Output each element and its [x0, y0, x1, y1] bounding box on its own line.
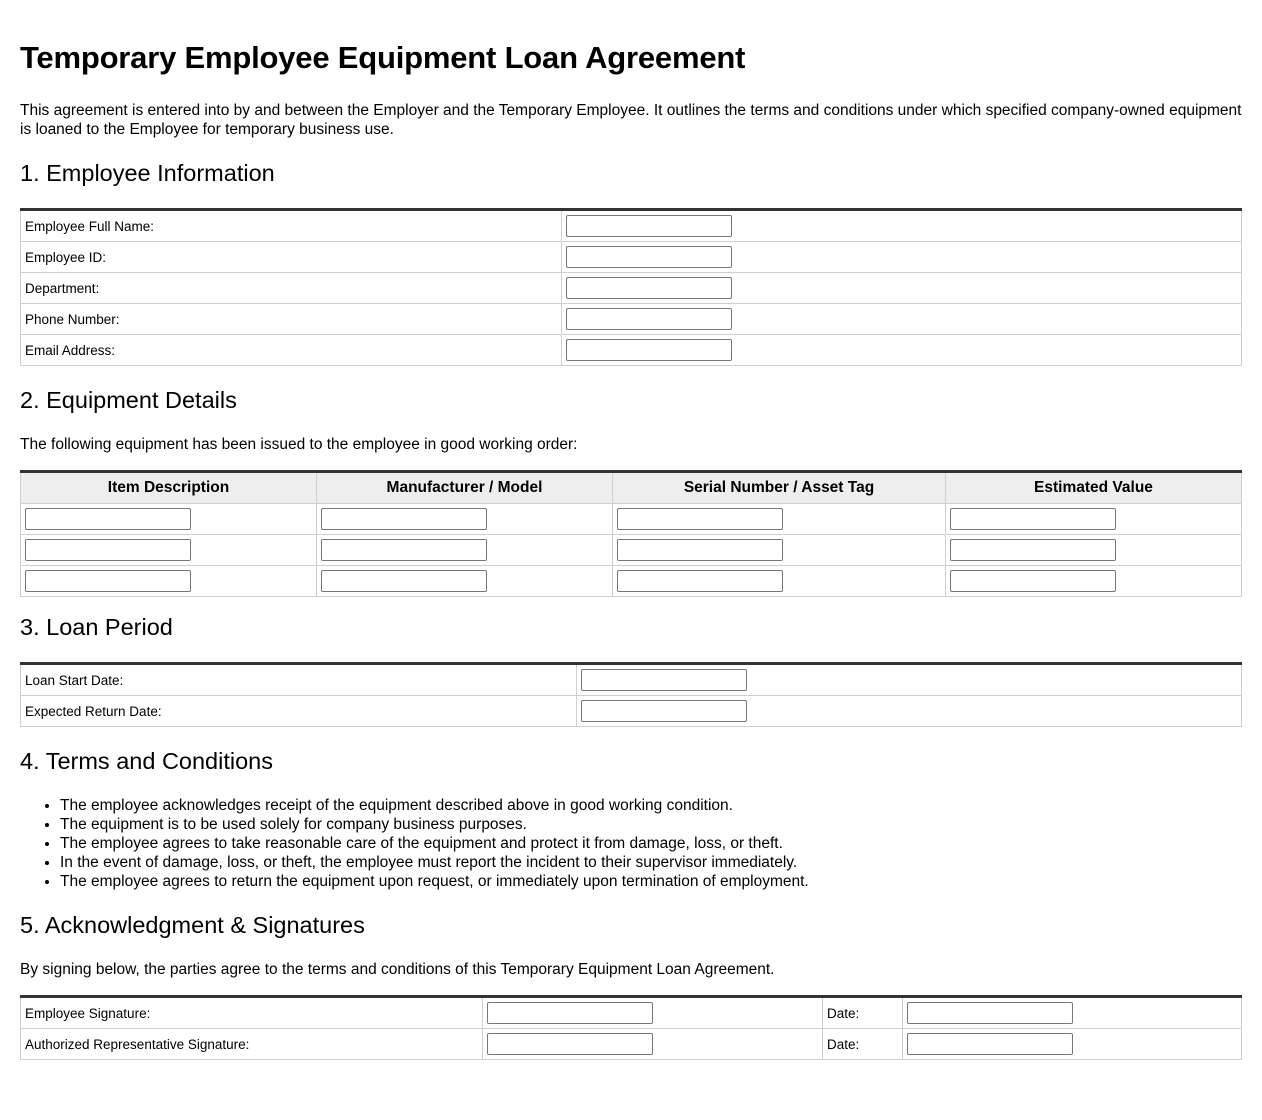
list-item: • The employee acknowledges receipt of the equipment described above in good working condition.: [60, 796, 809, 815]
section-heading-equipment-details: 2. Equipment Details: [20, 387, 237, 413]
field-label: Email Address:: [21, 335, 562, 366]
loan-period-table: [20, 662, 1242, 727]
table-row: [21, 304, 1242, 335]
section-heading-acknowledgment-signatures: 5. Acknowledgment & Signatures: [20, 912, 365, 938]
employee-signature-field[interactable]: [487, 1002, 653, 1024]
employee-id-field[interactable]: [566, 246, 732, 268]
table-row: [21, 273, 1242, 304]
table-row: [21, 504, 1242, 535]
section-heading-employee-information: 1. Employee Information: [20, 160, 275, 186]
item-description-input[interactable]: [25, 508, 191, 530]
table-row: [21, 696, 1242, 727]
intro-paragraph: This agreement is entered into by and between the Employer and the Temporary Employee. It outlines the terms and conditions under which specified company-owned equipment is loaned to the Employee for temporary business use.: [20, 102, 1242, 138]
table-row: [21, 664, 1242, 696]
column-header: Item Description: [21, 472, 317, 504]
table-row: [21, 1029, 1242, 1060]
page-title: Temporary Employee Equipment Loan Agreement: [20, 40, 746, 75]
expected-return-date-field[interactable]: [581, 700, 747, 722]
field-label: Employee Full Name:: [21, 210, 562, 242]
manufacturer-model-input[interactable]: [321, 508, 487, 530]
department-field[interactable]: [566, 277, 732, 299]
column-header: Estimated Value: [946, 472, 1242, 504]
equipment-description: The following equipment has been issued to the employee in good working order:: [20, 436, 578, 453]
signatures-description: By signing below, the parties agree to the terms and conditions of this Temporary Equipment Loan Agreement.: [20, 961, 775, 978]
field-label: Phone Number:: [21, 304, 562, 335]
table-header-row: [21, 472, 1242, 504]
list-item: • In the event of damage, loss, or theft, the employee must report the incident to their supervisor immediately.: [60, 853, 809, 872]
table-row: [21, 566, 1242, 597]
table-row: [21, 210, 1242, 242]
email-address-field[interactable]: [566, 339, 732, 361]
field-label: Date:: [823, 1029, 903, 1060]
manufacturer-model-input[interactable]: [321, 570, 487, 592]
field-label: Date:: [823, 997, 903, 1029]
field-label: Expected Return Date:: [21, 696, 577, 727]
section-heading-loan-period: 3. Loan Period: [20, 614, 173, 640]
serial-number-input[interactable]: [617, 570, 783, 592]
representative-signature-field[interactable]: [487, 1033, 653, 1055]
table-row: [21, 535, 1242, 566]
field-label: Authorized Representative Signature:: [21, 1029, 483, 1060]
field-label: Loan Start Date:: [21, 664, 577, 696]
estimated-value-input[interactable]: [950, 570, 1116, 592]
estimated-value-input[interactable]: [950, 539, 1116, 561]
loan-start-date-field[interactable]: [581, 669, 747, 691]
field-label: Department:: [21, 273, 562, 304]
list-item: • The equipment is to be used solely for company business purposes.: [60, 815, 809, 834]
field-label: Employee ID:: [21, 242, 562, 273]
employee-full-name-field[interactable]: [566, 215, 732, 237]
employee-information-table: [20, 208, 1242, 366]
list-item: • The employee agrees to return the equipment upon request, or immediately upon termination of employment.: [60, 872, 809, 891]
section-heading-terms-and-conditions: 4. Terms and Conditions: [20, 748, 273, 774]
field-label: Employee Signature:: [21, 997, 483, 1029]
column-header: Serial Number / Asset Tag: [613, 472, 946, 504]
employee-signature-date-field[interactable]: [907, 1002, 1073, 1024]
list-item: • The employee agrees to take reasonable care of the equipment and protect it from damage, loss, or theft.: [60, 834, 809, 853]
table-row: [21, 997, 1242, 1029]
signatures-table: [20, 995, 1242, 1060]
terms-list: [20, 796, 809, 891]
serial-number-input[interactable]: [617, 508, 783, 530]
table-row: [21, 335, 1242, 366]
column-header: Manufacturer / Model: [317, 472, 613, 504]
manufacturer-model-input[interactable]: [321, 539, 487, 561]
equipment-table: [20, 470, 1242, 597]
estimated-value-input[interactable]: [950, 508, 1116, 530]
item-description-input[interactable]: [25, 570, 191, 592]
phone-number-field[interactable]: [566, 308, 732, 330]
item-description-input[interactable]: [25, 539, 191, 561]
representative-signature-date-field[interactable]: [907, 1033, 1073, 1055]
serial-number-input[interactable]: [617, 539, 783, 561]
table-row: [21, 242, 1242, 273]
